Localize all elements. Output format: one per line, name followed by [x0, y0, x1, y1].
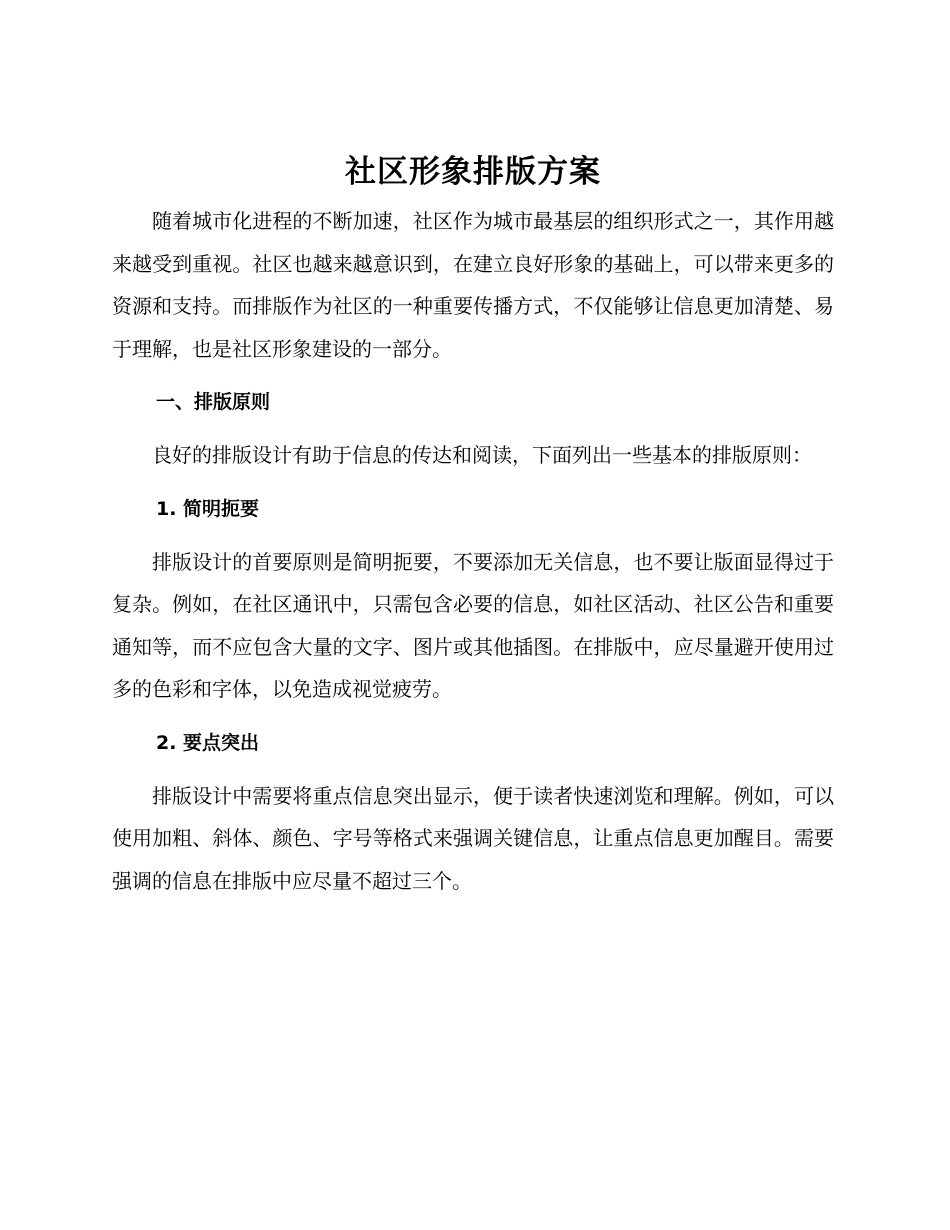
spacer: [112, 523, 834, 541]
section-paragraph-highlight: 排版设计中需要将重点信息突出显示，便于读者快速浏览和理解。例如，可以使用加粗、斜体、颜色、字号等格式来强调关键信息，让重点信息更加醒目。需要强调的信息在排版中应尽量不超过三个。: [112, 783, 834, 893]
document-title: 社区形象排版方案: [345, 154, 601, 190]
section-heading-principles: 一、排版原则: [156, 391, 271, 413]
section-paragraph-concise: 排版设计的首要原则是简明扼要，不要添加无关信息，也不要让版面显得过于复杂。例如，在社区通讯中，只需包含必要的信息，如社区活动、社区公告和重要通知等，而不应包含大量的文字、图片或其他插图。在排版中，应尽量避开使用过多的色彩和字体，以免造成视觉疲劳。: [112, 549, 834, 701]
intro-paragraph: 随着城市化进程的不断加速，社区作为城市最基层的组织形式之一，其作用越来越受到重视。社区也越来越意识到，在建立良好形象的基础上，可以带来更多的资源和支持。而排版作为社区的一种重要传播方式，不仅能够让信息更加清楚、易于理解，也是社区形象建设的一部分。: [112, 209, 834, 361]
section-heading-highlight: 2. 要点突出: [156, 731, 260, 754]
spacer: [112, 416, 834, 434]
spacer: [112, 757, 834, 775]
section-paragraph-principles: 良好的排版设计有助于信息的传达和阅读，下面列出一些基本的排版原则：: [152, 443, 812, 467]
spacer: [112, 711, 834, 729]
spacer: [112, 370, 834, 388]
spacer: [112, 477, 834, 495]
document-page: [112, 150, 834, 902]
section-heading-concise: 1. 简明扼要: [156, 497, 260, 520]
